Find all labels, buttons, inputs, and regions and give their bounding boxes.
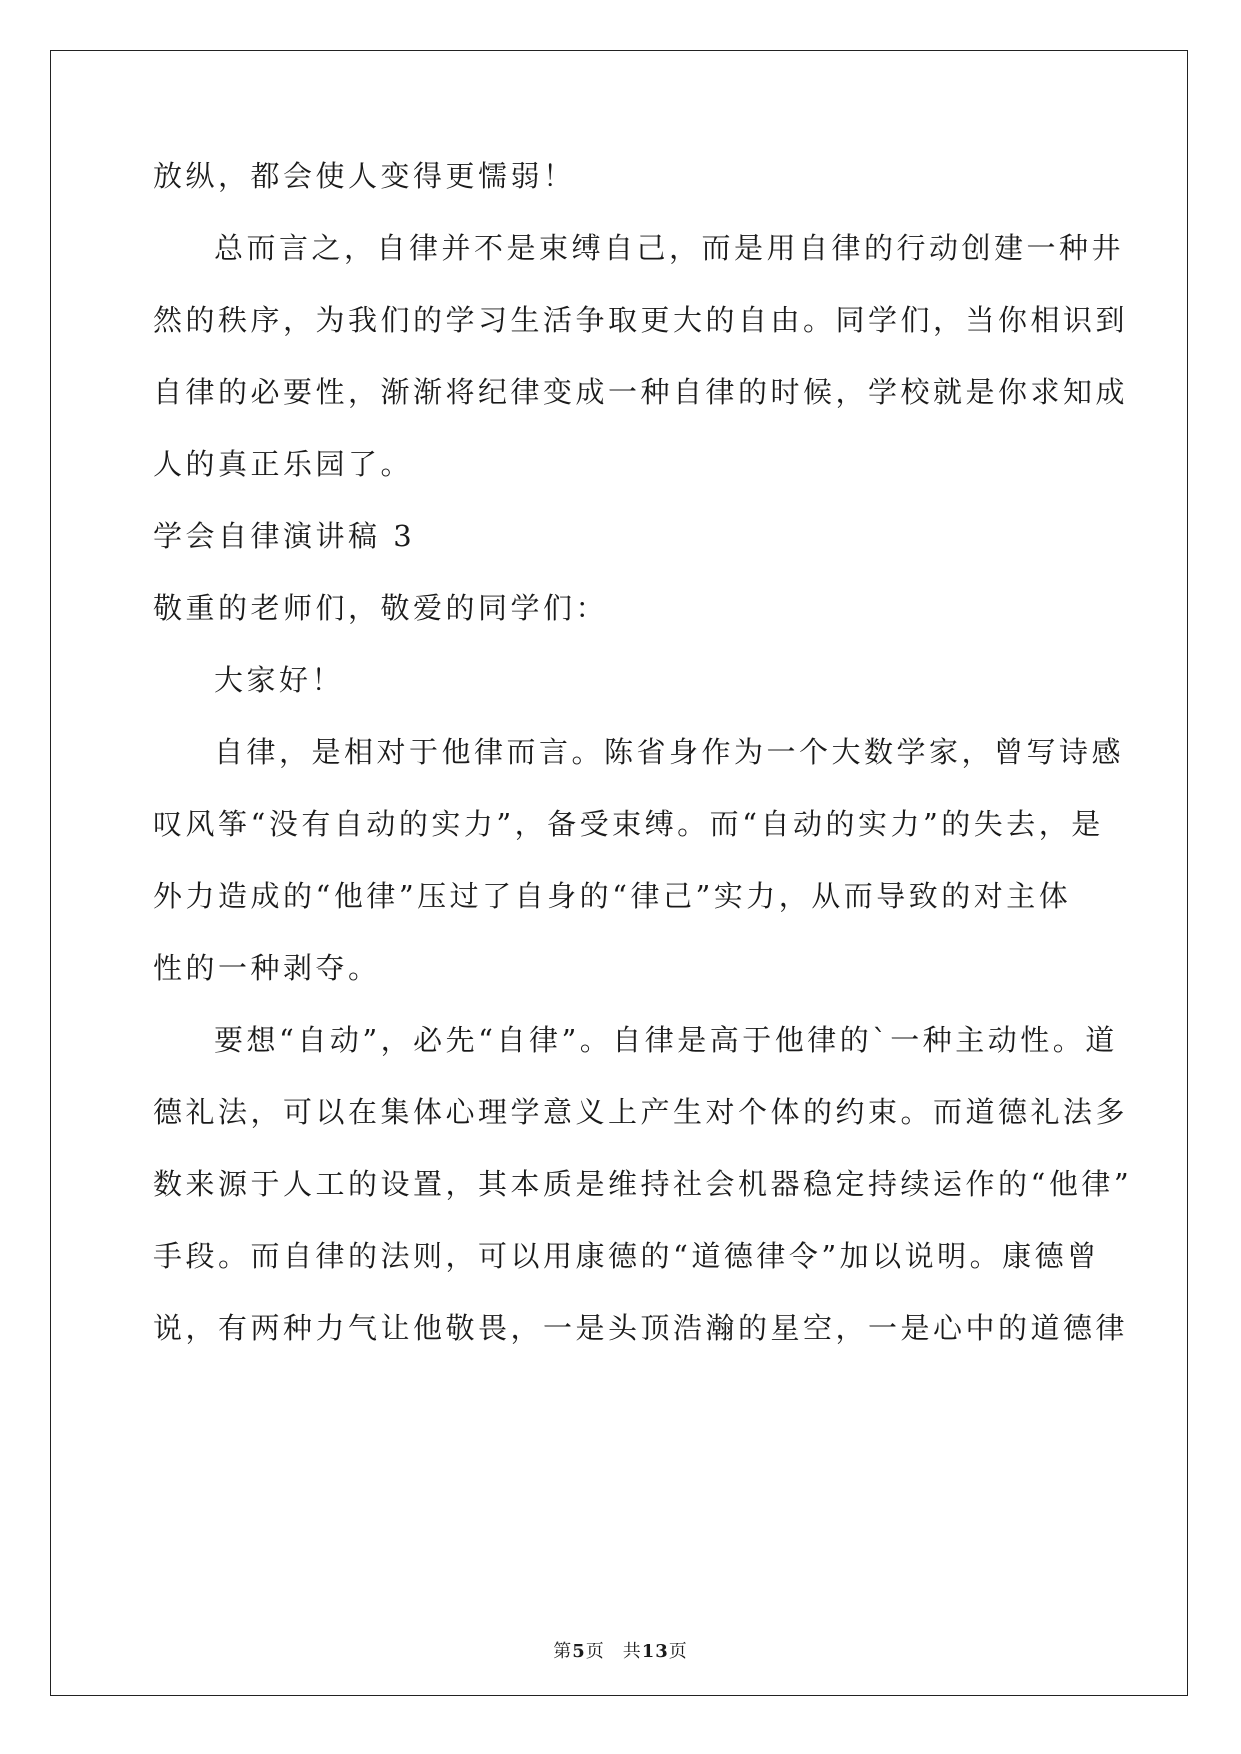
paragraph-line: 外力造成的“他律”压过了自身的“律己”实力，从而导致的对主体 [153,879,1072,913]
paragraph-line: 人的真正乐园了。 [153,447,414,481]
paragraph-line: 放纵，都会使人变得更懦弱！ [153,159,576,193]
paragraph-line: 自律的必要性，渐渐将纪律变成一种自律的时候，学校就是你求知成 [153,375,1129,409]
greeting: 大家好！ [214,663,345,697]
paragraph-line: 自律，是相对于他律而言。陈省身作为一个大数学家，曾写诗感 [214,735,1125,769]
paragraph-line: 然的秩序，为我们的学习生活争取更大的自由。同学们，当你相识到 [153,303,1129,337]
footer-total-prefix: 共 [622,1641,642,1662]
footer-page-suffix: 页 [585,1641,605,1662]
section-heading: 学会自律演讲稿 3 [153,519,416,553]
page-border [50,50,1188,1696]
salutation: 敬重的老师们，敬爱的同学们： [153,591,609,625]
paragraph-line: 说，有两种力气让他敬畏，一是头顶浩瀚的星空，一是心中的道德律 [153,1311,1129,1345]
paragraph-line: 总而言之，自律并不是束缚自己，而是用自律的行动创建一种井 [214,231,1125,265]
paragraph-line: 性的一种剥夺。 [153,951,381,985]
current-page-number: 5 [572,1641,586,1662]
paragraph-line: 数来源于人工的设置，其本质是维持社会机器稳定持续运作的“他律” [153,1167,1133,1201]
paragraph-line: 手段。而自律的法则，可以用康德的“道德律令”加以说明。康德曾 [153,1239,1100,1273]
footer-prefix: 第 [553,1641,573,1662]
paragraph-line: 要想“自动”，必先“自律”。自律是高于他律的`一种主动性。道 [214,1023,1118,1057]
footer-total-suffix: 页 [668,1641,688,1662]
paragraph-line: 德礼法，可以在集体心理学意义上产生对个体的约束。而道德礼法多 [153,1095,1129,1129]
paragraph-line: 叹风筝“没有自动的实力”，备受束缚。而“自动的实力”的失去，是 [153,807,1104,841]
total-page-count: 13 [641,1641,669,1662]
page-footer [0,1637,1241,1663]
